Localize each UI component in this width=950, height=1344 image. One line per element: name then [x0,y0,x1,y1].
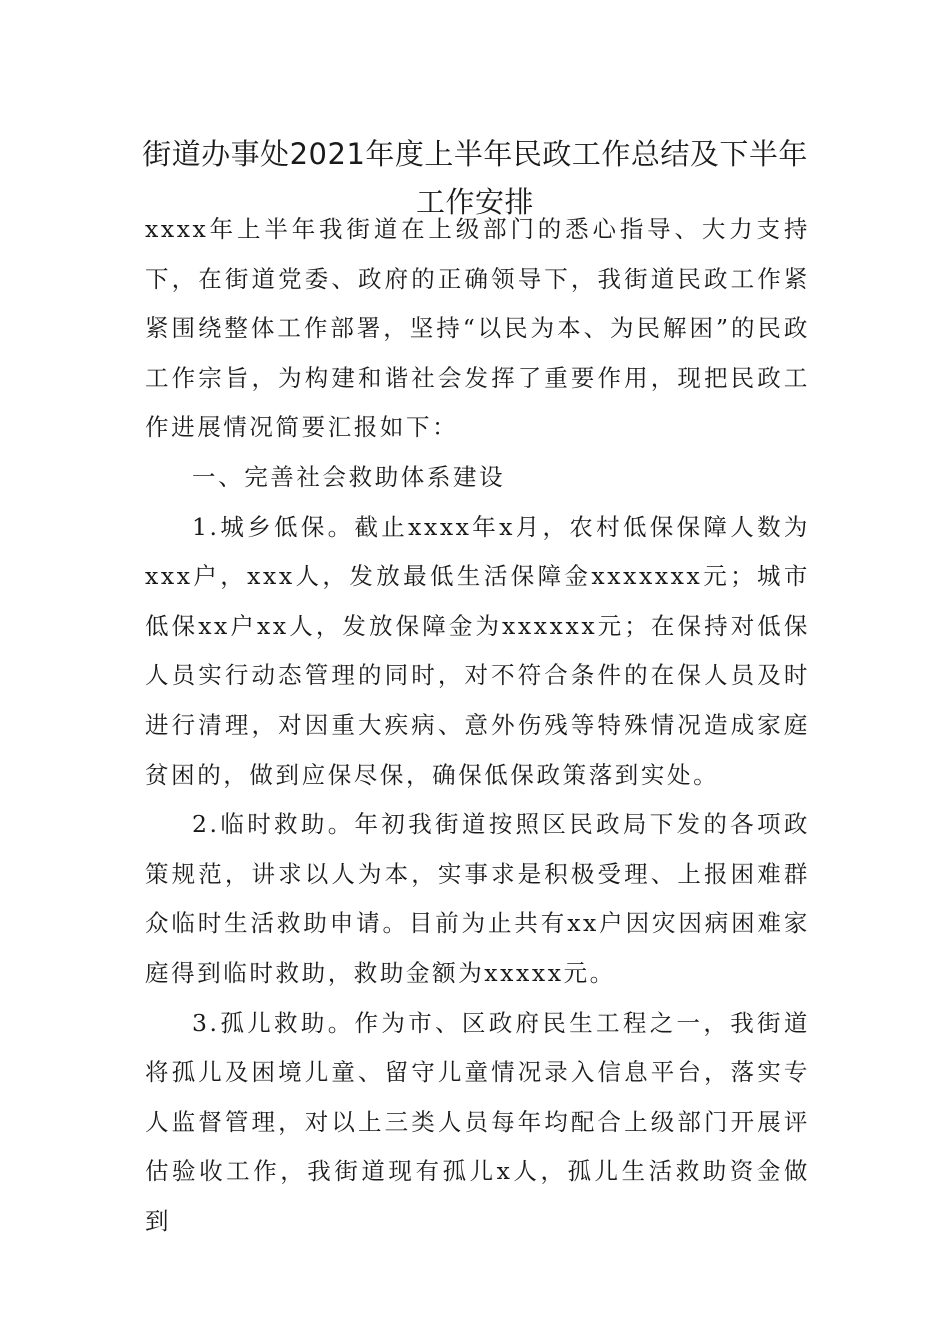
section-heading: 一、完善社会救助体系建设 [192,462,506,491]
title-line-2: 工作安排 [415,185,534,219]
paragraph-temporary-assistance: 2.临时救助。年初我街道按照区民政局下发的各项政策规范，讲求以人为本，实事求是积极受理、上报困难群众临时生活救助申请。目前为止共有xx户因灾因病困难家庭得到临时救助，救助金额为xxxxx元。 [145,810,810,987]
paragraph-urban-rural-subsistence: 1.城乡低保。截止xxxx年x月，农村低保保障人数为xxx户，xxx人，发放最低生活保障金xxxxxxx元；城市低保xx户xx人，发放保障金为xxxxxx元；在保持对低保人员实行动态管理的同时，对不符合条件的在保人员及时进行清理，对因重大疾病、意外伤残等特殊情况造成家庭贫困的，做到应保尽保，确保低保政策落到实处。 [145,512,810,789]
title-line-1: 街道办事处2021年度上半年民政工作总结及下半年 [142,137,808,171]
document-body [145,205,810,1246]
paragraph-orphan-assistance: 3.孤儿救助。作为市、区政府民生工程之一，我街道将孤儿及困境儿童、留守儿童情况录入信息平台，落实专人监督管理，对以上三类人员每年均配合上级部门开展评估验收工作，我街道现有孤儿x人，孤儿生活救助资金做到 [145,1008,810,1235]
intro-paragraph: xxxx年上半年我街道在上级部门的悉心指导、大力支持下，在街道党委、政府的正确领导下，我街道民政工作紧紧围绕整体工作部署，坚持“以民为本、为民解困”的民政工作宗旨，为构建和谐社会发挥了重要作用，现把民政工作进展情况简要汇报如下： [145,215,810,442]
